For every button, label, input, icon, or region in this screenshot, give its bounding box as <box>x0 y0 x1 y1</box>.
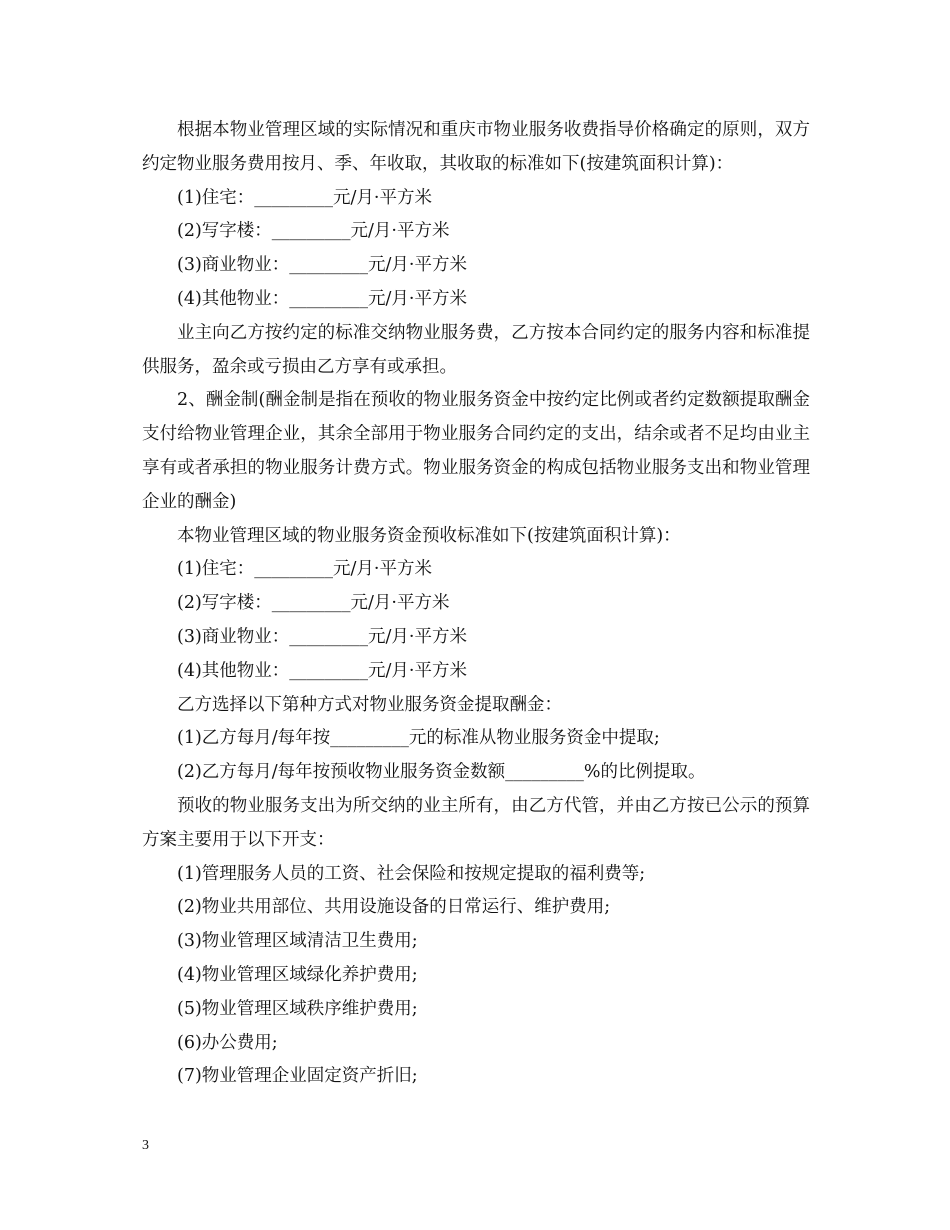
paragraph-fee-basis: 根据本物业管理区域的实际情况和重庆市物业服务收费指导价格确定的原则，双方约定物业服务费用按月、季、年收取，其收取的标准如下(按建筑面积计算)： <box>142 120 810 174</box>
list-item-residential-fee: (1)住宅：_________元/月·平方米 <box>177 187 432 208</box>
list-item-cleaning: (3)物业管理区域清洁卫生费用; <box>177 931 418 952</box>
page-number: 3 <box>142 1138 149 1153</box>
list-item-order-maintenance: (5)物业管理区域秩序维护费用; <box>177 998 418 1019</box>
list-item-staff-wages: (1)管理服务人员的工资、社会保险和按规定提取的福利费等; <box>177 863 646 884</box>
list-item-residential-prepaid: (1)住宅：_________元/月·平方米 <box>177 559 432 580</box>
list-item-office-fee: (2)写字楼：_________元/月·平方米 <box>177 221 450 242</box>
list-item-commercial-prepaid: (3)商业物业：_________元/月·平方米 <box>177 626 467 647</box>
list-item-other-fee: (4)其他物业：_________元/月·平方米 <box>177 288 467 309</box>
list-item-office-prepaid: (2)写字楼：_________元/月·平方米 <box>177 593 450 614</box>
paragraph-remuneration-method: 乙方选择以下第种方式对物业服务资金提取酬金： <box>177 694 562 715</box>
list-item-facility-maintenance: (2)物业共用部位、共用设施设备的日常运行、维护费用; <box>177 897 611 918</box>
list-item-fixed-amount: (1)乙方每月/每年按_________元的标准从物业服务资金中提取; <box>177 728 660 749</box>
paragraph-prepaid-expenses: 预收的物业服务支出为所交纳的业主所有，由乙方代管，并由乙方按已公示的预算方案主要用于以下开支： <box>142 795 810 850</box>
list-item-other-prepaid: (4)其他物业：_________元/月·平方米 <box>177 660 467 681</box>
list-item-depreciation: (7)物业管理企业固定资产折旧; <box>177 1066 418 1087</box>
paragraph-owner-payment: 业主向乙方按约定的标准交纳物业服务费，乙方按本合同约定的服务内容和标准提供服务，盈余或亏损由乙方享有或承担。 <box>142 322 810 377</box>
paragraph-prepaid-standard: 本物业管理区域的物业服务资金预收标准如下(按建筑面积计算)： <box>177 525 681 546</box>
document-body <box>142 114 810 1094</box>
list-item-commercial-fee: (3)商业物业：_________元/月·平方米 <box>177 255 467 276</box>
paragraph-remuneration-system: 2、酬金制(酬金制是指在预收的物业服务资金中按约定比例或者约定数额提取酬金支付给物业管理企业，其余全部用于物业服务合同约定的支出，结余或者不足均由业主享有或者承担的物业服务计费方式。物业服务资金的构成包括物业服务支出和物业管理企业的酬金) <box>142 390 810 512</box>
list-item-office-expenses: (6)办公费用; <box>177 1032 278 1053</box>
list-item-greening: (4)物业管理区域绿化养护费用; <box>177 964 418 985</box>
list-item-percentage: (2)乙方每月/每年按预收物业服务资金数额_________%的比例提取。 <box>177 762 706 783</box>
